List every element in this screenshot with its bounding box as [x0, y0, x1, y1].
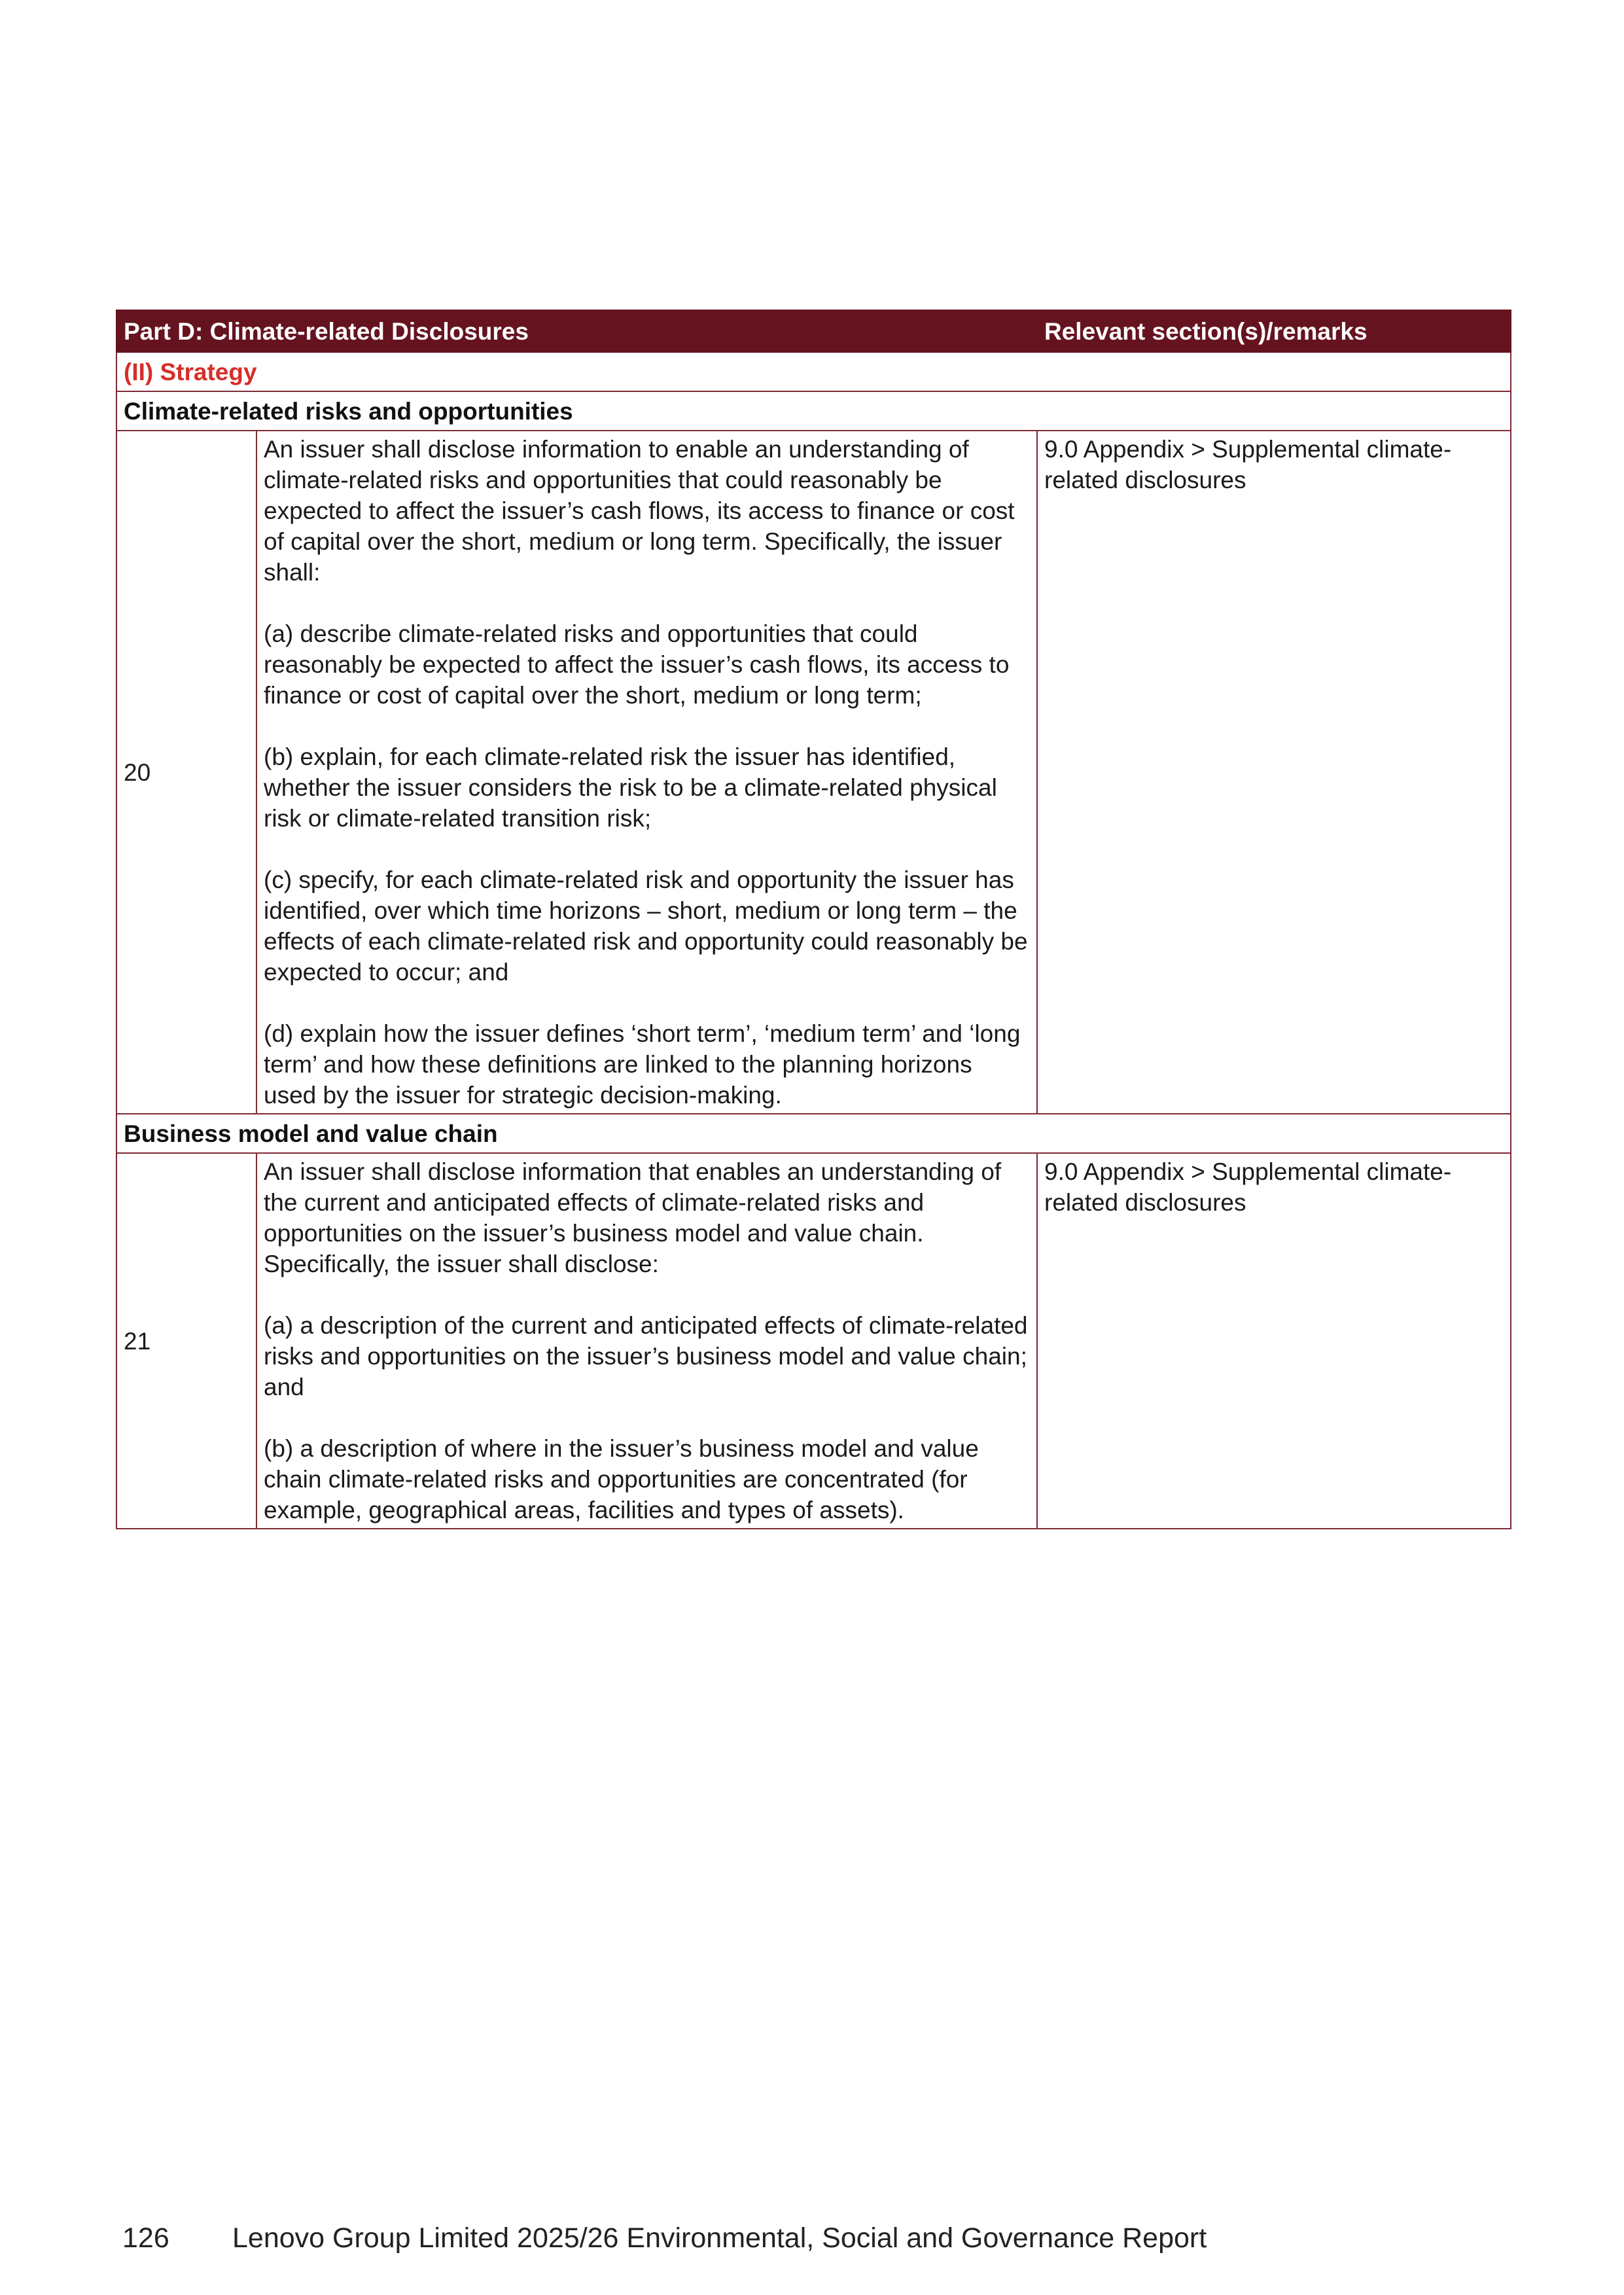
requirement-text: An issuer shall disclose information that enables an understanding of the current and anticipated effects of climate-related risks and opportunities on the issuer’s business model and value chain. Specifically, the issuer shall disclose: (a) a description of the current and anticipated effects of climate-related risks and opportunities on the issuer’s business model and value chain; and (b) a description of where in the issuer’s business model and value chain climate-related risks and opportunities are concentrated (for example, geographical areas, facilities and types of assets).	[256, 1153, 1037, 1529]
header-relevant-sections: Relevant section(s)/remarks	[1037, 310, 1511, 352]
subsection-row	[116, 391, 1511, 431]
section-title: (II) Strategy	[116, 352, 1511, 391]
section-row	[116, 352, 1511, 391]
reference-text: 9.0 Appendix > Supplemental climate-related disclosures	[1037, 1153, 1511, 1529]
item-number: 21	[116, 1153, 256, 1529]
subsection-title: Climate-related risks and opportunities	[116, 391, 1511, 431]
subsection-row	[116, 1114, 1511, 1153]
requirement-text: An issuer shall disclose information to enable an understanding of climate-related risks and opportunities that could reasonably be expected to affect the issuer’s cash flows, its access to finance or cost of capital over the short, medium or long term. Specifically, the issuer shall: (a) describe climate-related risks and opportunities that could reasonably be expected to affect the issuer’s cash flows, its access to finance or cost of capital over the short, medium or long term; (b) explain, for each climate-related risk the issuer has identified, whether the issuer considers the risk to be a climate-related physical risk or climate-related transition risk; (c) specify, for each climate-related risk and opportunity the issuer has identified, over which time horizons – short, medium or long term – the effects of each climate-related risk and opportunity could reasonably be expected to occur; and (d) explain how the issuer defines ‘short term’, ‘medium term’ and ‘long term’ and how these definitions are linked to the planning horizons used by the issuer for strategic decision-making.	[256, 431, 1037, 1114]
report-title: Lenovo Group Limited 2025/26 Environmental, Social and Governance Report	[232, 2222, 1207, 2254]
header-part-d: Part D: Climate-related Disclosures	[116, 310, 1037, 352]
item-number: 20	[116, 431, 256, 1114]
disclosure-table	[116, 310, 1511, 1529]
subsection-title: Business model and value chain	[116, 1114, 1511, 1153]
table-header-row	[116, 310, 1511, 352]
page-footer	[122, 2222, 1207, 2254]
page-number: 126	[122, 2222, 169, 2254]
reference-text: 9.0 Appendix > Supplemental climate-related disclosures	[1037, 431, 1511, 1114]
table-row	[116, 1153, 1511, 1529]
table-row	[116, 431, 1511, 1114]
